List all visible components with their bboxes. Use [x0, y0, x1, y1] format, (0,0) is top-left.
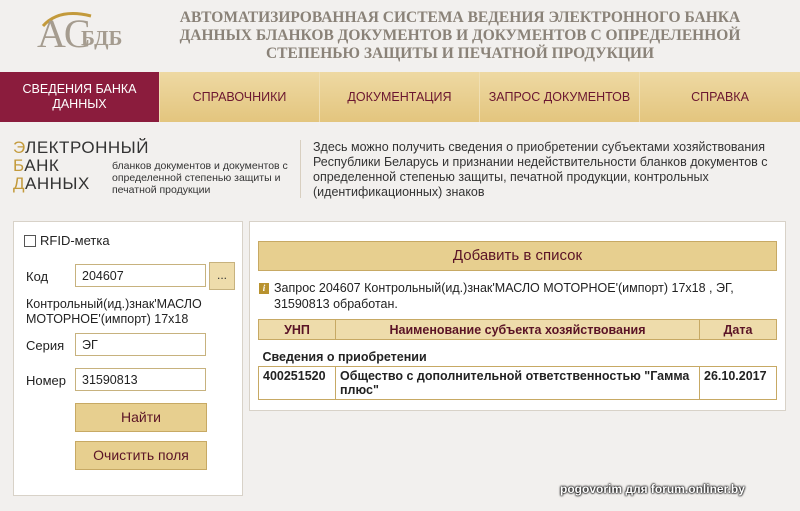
code-lookup-button[interactable]: ... [209, 262, 235, 290]
cell-name: Общество с дополнительной ответственностью "Гамма плюс" [336, 367, 700, 400]
column-header-unp[interactable]: УНП [259, 320, 336, 340]
nav-item-data-bank[interactable]: СВЕДЕНИЯ БАНКА ДАННЫХ [0, 72, 160, 122]
code-description: Контрольный(ид.)знак'МАСЛО МОТОРНОЕ'(импорт) 17x18 [26, 297, 202, 326]
code-input[interactable] [75, 264, 206, 287]
series-label: Серия [26, 338, 65, 353]
results-table [258, 319, 777, 400]
table-row[interactable] [259, 367, 777, 400]
rfid-label: RFID-метка [40, 233, 110, 248]
table-header-row [259, 320, 777, 340]
brand-line-2: БАНК [13, 156, 60, 175]
cell-unp: 400251520 [259, 367, 336, 400]
cell-date: 26.10.2017 [700, 367, 777, 400]
intro-text: Здесь можно получить сведения о приобретении субъектами хозяйствования Республики Беларусь и признании недействительности бланков документов с определенной степенью защиты, печатной продукции, контрольных (идентификационных) знаков [313, 140, 768, 199]
page-title: АВТОМАТИЗИРОВАННАЯ СИСТЕМА ВЕДЕНИЯ ЭЛЕКТРОННОГО БАНКА ДАННЫХ БЛАНКОВ ДОКУМЕНТОВ И ДОКУМЕНТОВ С ОПРЕДЕЛЕННОЙ СТЕПЕНЬЮ ЗАЩИТЫ И ПЕЧАТНОЙ ПРОДУКЦИИ [179, 9, 741, 62]
brand-line-3: ДАННЫХ [13, 174, 90, 193]
logo-subtitle: БДБ [81, 26, 123, 50]
find-button[interactable]: Найти [75, 403, 207, 432]
brand-line-1: ЭЛЕКТРОННЫЙ [13, 138, 149, 157]
section-row [259, 340, 777, 367]
nav-item-help[interactable]: СПРАВКА [691, 89, 749, 104]
logo-letters: AC [37, 11, 89, 56]
nav-item-documentation[interactable]: ДОКУМЕНТАЦИЯ [320, 72, 480, 122]
column-header-date[interactable]: Дата [700, 320, 777, 340]
logo[interactable] [37, 10, 137, 58]
number-input[interactable] [75, 368, 206, 391]
results-panel [249, 221, 786, 411]
brand-description: бланков документов и документов с определенной степенью защиты и печатной продукции [112, 160, 288, 196]
main-nav [0, 72, 800, 122]
query-status-text: Запрос 204607 Контрольный(ид.)знак'МАСЛО МОТОРНОЕ'(импорт) 17x18 , ЭГ, 31590813 обработан. [274, 281, 734, 311]
search-form-panel [13, 221, 243, 496]
info-icon: i [259, 283, 269, 294]
column-header-name[interactable]: Наименование субъекта хозяйствования [336, 320, 700, 340]
header [0, 0, 800, 72]
nav-item-document-request[interactable]: ЗАПРОС ДОКУМЕНТОВ [480, 72, 640, 122]
nav-item-directories[interactable]: СПРАВОЧНИКИ [160, 72, 320, 122]
number-label: Номер [26, 373, 67, 388]
add-to-list-button[interactable]: Добавить в список [258, 241, 777, 271]
divider [300, 140, 301, 198]
watermark: pogovorim для forum.onliner.by [560, 482, 745, 496]
section-title: Сведения о приобретении [262, 350, 427, 364]
code-label: Код [26, 269, 49, 284]
checkbox-icon[interactable] [24, 235, 36, 247]
series-input[interactable] [75, 333, 206, 356]
rfid-checkbox[interactable] [24, 233, 110, 248]
clear-fields-button[interactable]: Очистить поля [75, 441, 207, 470]
